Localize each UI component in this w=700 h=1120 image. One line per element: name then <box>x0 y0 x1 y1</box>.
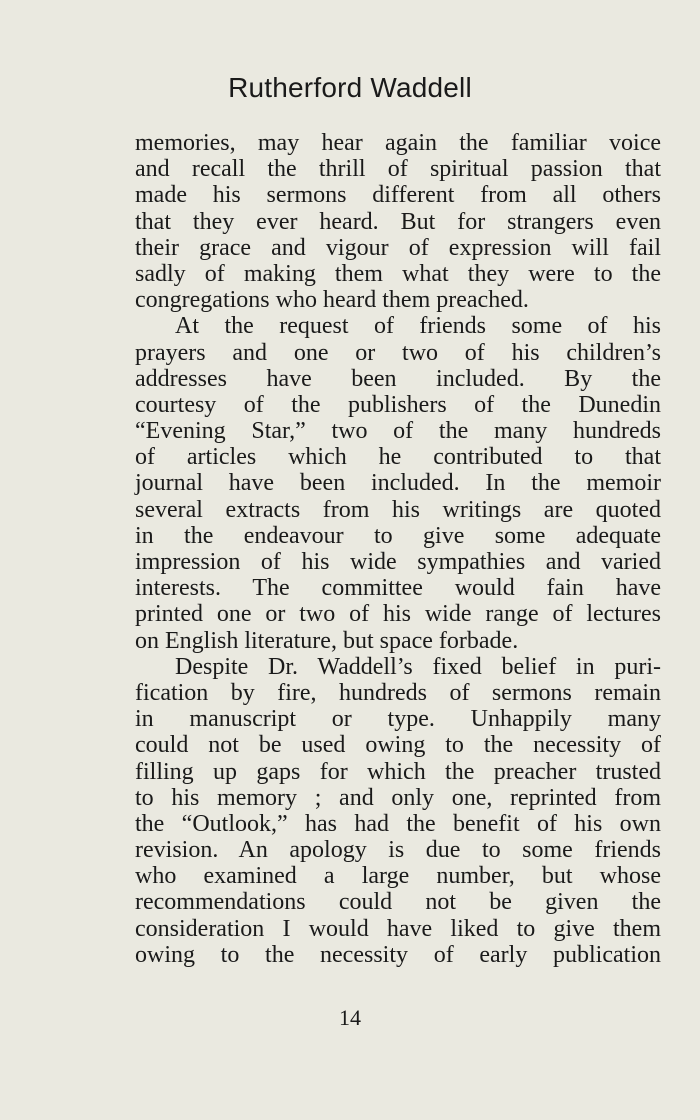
text-line: prayers and one or two of his children’s <box>135 339 661 366</box>
text-line-paragraph-end: on English literature, but space forbade. <box>135 627 519 654</box>
text-line: memories, may hear again the familiar voice <box>135 130 661 156</box>
text-line: impression of his wide sympathies and varied <box>135 549 661 575</box>
text-line: addresses have been included. By the <box>135 365 661 392</box>
text-line: courtesy of the publishers of the Dunedin <box>135 391 661 418</box>
page-number: 14 <box>339 1005 361 1030</box>
text-line: owing to the necessity of early publication <box>135 941 661 968</box>
text-line-paragraph-end: congregations who heard them preached. <box>135 287 529 314</box>
text-line: several extracts from his writings are quoted <box>135 496 661 523</box>
text-line: that they ever heard. But for strangers even <box>135 208 661 235</box>
text-line: of articles which he contributed to that <box>135 444 661 471</box>
text-line-paragraph-start: Despite Dr. Waddell’s fixed belief in puri- <box>175 653 661 680</box>
text-line: printed one or two of his wide range of lectures <box>135 601 661 628</box>
text-line: interests. The committee would fain have <box>135 575 661 602</box>
text-line: could not be used owing to the necessity of <box>135 732 661 759</box>
text-line: who examined a large number, but whose <box>135 863 661 890</box>
running-head: Rutherford Waddell <box>228 72 472 103</box>
text-line: to his memory ; and only one, reprinted from <box>135 784 661 811</box>
body-text <box>135 130 661 968</box>
text-line: recommendations could not be given the <box>135 889 661 916</box>
text-line: the “Outlook,” has had the benefit of his own <box>135 810 661 837</box>
text-line: consideration I would have liked to give them <box>135 915 661 942</box>
text-line: made his sermons different from all others <box>135 182 661 209</box>
text-line: “Evening Star,” two of the many hundreds <box>135 418 661 445</box>
text-line: in manuscript or type. Unhappily many <box>135 706 661 733</box>
text-line: journal have been included. In the memoir <box>135 470 661 497</box>
text-line: filling up gaps for which the preacher trusted <box>135 758 661 785</box>
text-line: fication by fire, hundreds of sermons remain <box>135 679 661 706</box>
text-line: and recall the thrill of spiritual passion that <box>135 156 661 183</box>
text-line: sadly of making them what they were to the <box>135 260 661 287</box>
text-line: revision. An apology is due to some friends <box>135 837 661 864</box>
text-line-paragraph-start: At the request of friends some of his <box>175 313 661 340</box>
text-line: their grace and vigour of expression will fail <box>135 234 661 261</box>
text-line: in the endeavour to give some adequate <box>135 522 661 549</box>
